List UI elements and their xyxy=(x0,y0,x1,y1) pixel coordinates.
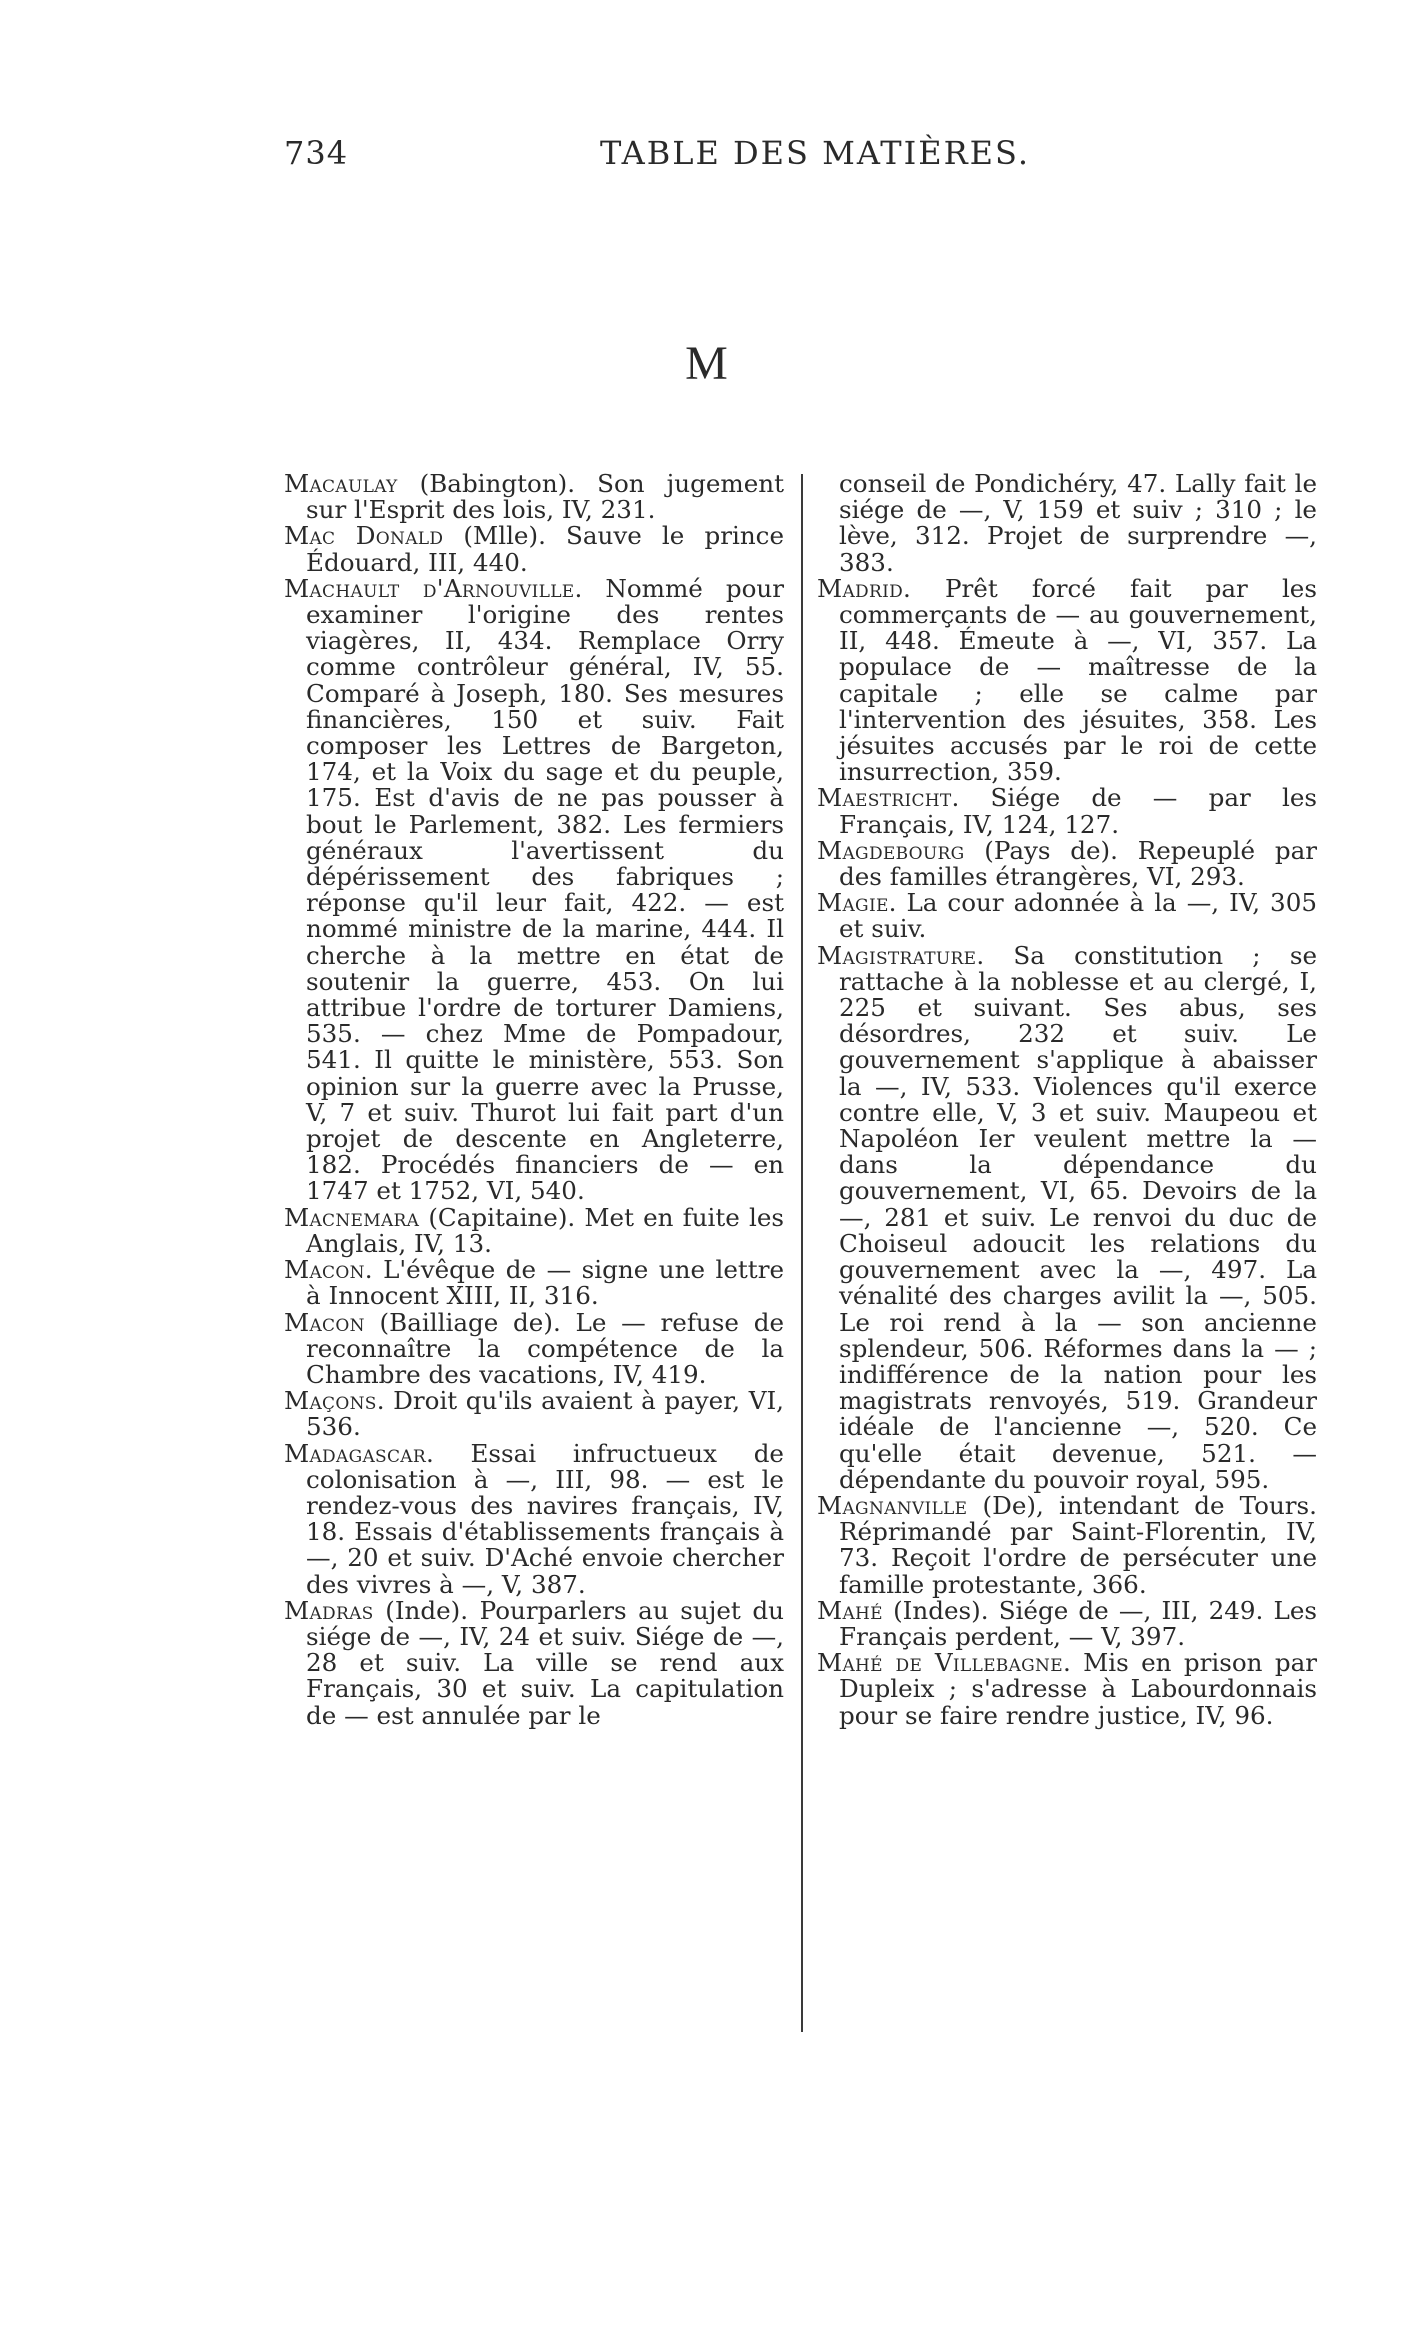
entry-text: conseil de Pondichéry, 47. Lally fait le siége de —, V, 159 et suiv ; 310 ; le lève, 312. Projet de surprendre —, 383. xyxy=(839,469,1317,577)
index-entry xyxy=(817,835,1317,892)
index-entry xyxy=(284,1438,784,1599)
entry-head: Madrid xyxy=(817,573,904,603)
entry-head: Maestricht xyxy=(817,783,952,813)
index-entry xyxy=(284,523,784,575)
index-entry xyxy=(817,785,1317,837)
entry-text: . Prêt forcé fait par les commerçants de — au gouvernement, II, 448. Émeute à —, VI, 357. La populace de — maîtresse de la capitale ; elle se calme par l'intervention des jésuites, 358. Les jésuites accusés par le roi de cette insurrection, 359. xyxy=(839,573,1317,787)
entry-text: . Mis en prison par Dupleix ; s'adresse à Labourdonnais pour se faire rendre justice, IV, 96. xyxy=(839,1648,1317,1730)
column-divider xyxy=(801,474,803,2032)
index-entry xyxy=(284,471,784,523)
entry-head: Macon xyxy=(284,1307,365,1337)
entry-text: . L'évêque de — signe une lettre à Innocent XIII, II, 316. xyxy=(306,1255,784,1311)
index-column-left xyxy=(284,471,784,1729)
entry-text: (Babington). Son jugement sur l'Esprit des lois, IV, 231. xyxy=(306,469,784,525)
index-entry xyxy=(284,573,785,1206)
running-title: TABLE DES MATIÈRES. xyxy=(600,134,1030,172)
index-column-right xyxy=(817,471,1317,1729)
entry-text: (Pays de). Repeuplé par des familles étrangères, VI, 293. xyxy=(839,835,1317,892)
entry-head: Machault d'Arnouville xyxy=(284,573,575,603)
entry-text: (Indes). Siége de —, III, 249. Les Français perdent, — V, 397. xyxy=(839,1595,1317,1651)
entry-text: . Essai infructueux de colonisation à —, III, 98. — est le rendez-vous des navires français, IV, 18. Essais d'établissements français à —, 20 et suiv. D'Aché envoie chercher des vivres à —, V, 387. xyxy=(306,1438,784,1599)
index-entry xyxy=(817,890,1317,942)
index-entry xyxy=(284,1257,784,1309)
index-entry xyxy=(817,940,1317,1494)
entry-head: Magie xyxy=(817,888,889,918)
entry-text: (De), intendant de Tours. Réprimandé par Saint-Florentin, IV, 73. Reçoit l'ordre de persécuter une famille protestante, 366. xyxy=(839,1490,1317,1599)
entry-head: Mahé de Villebagne xyxy=(817,1648,1063,1678)
index-entry xyxy=(284,1202,784,1258)
entry-head: Magistrature xyxy=(817,940,977,970)
entry-head: Mac Donald xyxy=(284,521,444,551)
entry-head: Magdebourg xyxy=(817,835,965,865)
entry-text: . La cour adonnée à la —, IV, 305 et suiv. xyxy=(839,888,1317,944)
entry-head: Macaulay xyxy=(284,469,398,498)
entry-head: Madras xyxy=(284,1595,374,1625)
index-entry xyxy=(284,1595,784,1730)
entry-head: Macon xyxy=(284,1255,365,1285)
entry-head: Maçons xyxy=(284,1386,377,1416)
entry-text: . Sa constitution ; se rattache à la noblesse et au clergé, I, 225 et suivant. Ses abus, ses désordres, 232 et suiv. Le gouvernement s'applique à abaisser la —, IV, 533. Violences qu'il exerce contre elle, V, 3 et suiv. Maupeou et Napoléon Ier veulent mettre la — dans la dépendance du gouvernement, VI, 65. Devoirs de la —, 281 et suiv. Le renvoi du duc de Choiseul adoucit les relations du gouvernement avec la —, 497. La vénalité des charges avilit la —, 505. Le roi rend à la — son ancienne splendeur, 506. Réformes dans la — ; indifférence de la nation pour les magistrats renvoyés, 519. Grandeur idéale de l'ancienne —, 520. Ce qu'elle était devenue, 521. — dépendante du pouvoir royal, 595. xyxy=(839,940,1317,1494)
entry-head: Magnanville xyxy=(817,1490,968,1520)
entry-text: (Capitaine). Met en fuite les Anglais, IV, 13. xyxy=(306,1202,784,1258)
entry-text: (Inde). Pourparlers au sujet du siége de —, IV, 24 et suiv. Siége de —, 28 et suiv. La ville se rend aux Français, 30 et suiv. La capitulation de — est annulée par le xyxy=(306,1595,784,1730)
entry-head: Mahé xyxy=(817,1595,883,1625)
entry-head: Macnemara xyxy=(284,1202,420,1232)
index-entry xyxy=(817,1595,1317,1651)
entry-text: . Siége de — par les Français, IV, 124, 127. xyxy=(839,783,1317,839)
index-entry xyxy=(284,1307,784,1389)
entry-text: . Nommé pour examiner l'origine des rentes viagères, II, 434. Remplace Orry comme contrôleur général, IV, 55. Comparé à Joseph, 180. Ses mesures financières, 150 et suiv. Fait composer les Lettres de Bargeton, 174, et la Voix du sage et du peuple, 175. Est d'avis de ne pas pousser à bout le Parlement, 382. Les fermiers généraux l'avertissent du dépérissement des fabriques ; réponse qu'il leur fait, 422. — est nommé ministre de la marine, 444. Il cherche à la mettre en état de soutenir la guerre, 453. On lui attribue l'ordre de torturer Damiens, 535. — chez Mme de Pompadour, 541. Il quitte le ministère, 553. Son opinion sur la guerre avec la Prusse, V, 7 et suiv. Thurot lui fait part d'un projet de descente en Angleterre, 182. Procédés financiers de — en 1747 et 1752, VI, 540. xyxy=(306,573,785,1206)
index-entry xyxy=(817,1490,1317,1599)
entry-text: (Mlle). Sauve le prince Édouard, III, 440. xyxy=(306,521,784,577)
entry-head: Madagascar xyxy=(284,1438,426,1468)
index-entry xyxy=(817,1650,1317,1729)
page-number: 734 xyxy=(284,134,349,172)
entry-text: (Bailliage de). Le — refuse de reconnaître la compétence de la Chambre des vacations, IV, 419. xyxy=(306,1307,784,1389)
index-entry xyxy=(284,1388,784,1440)
page-header xyxy=(0,134,1413,174)
entry-text: . Droit qu'ils avaient à payer, VI, 536. xyxy=(306,1386,784,1442)
section-letter: M xyxy=(685,337,728,390)
index-entry-continued xyxy=(817,471,1317,576)
index-entry xyxy=(817,573,1317,787)
